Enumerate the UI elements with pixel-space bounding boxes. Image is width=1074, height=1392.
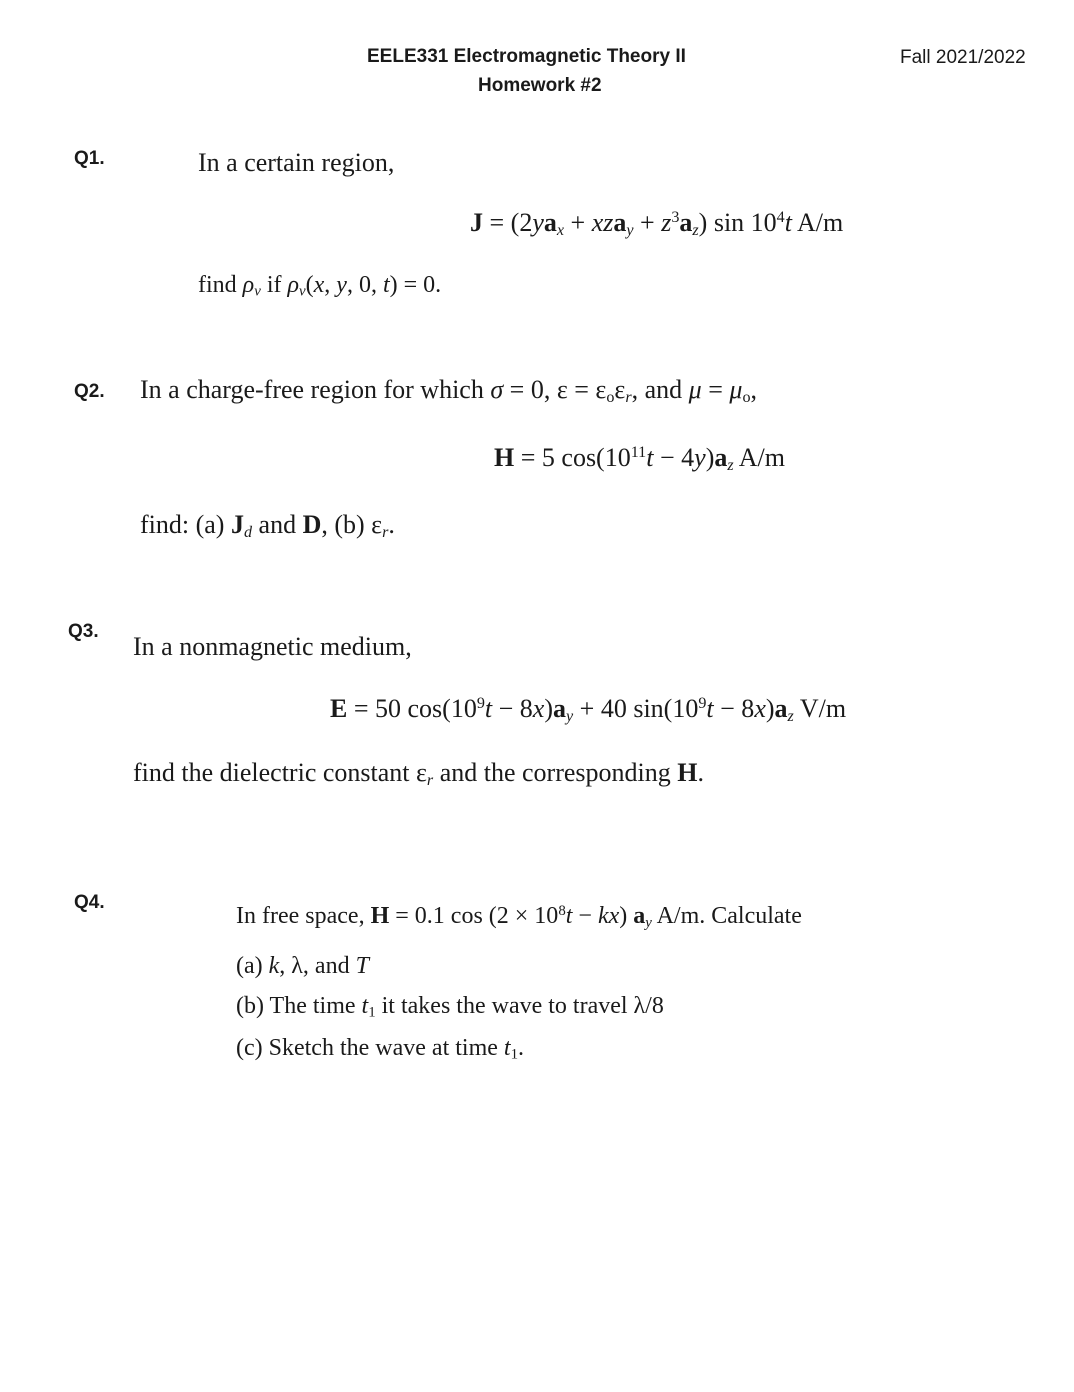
q1-intro: In a certain region, [198,148,395,177]
homework-title: Homework #2 [478,75,602,96]
q4-intro: In free space, H = 0.1 $\cos (2 \times 10^8t - kx)$ $a_y$ A/m. Calculate [236,903,802,931]
q2-intro: In a charge-free region for which σ = 0, $\varepsilon = \varepsilon_o\varepsilon_r$, and $\mu = \mu_o$, [140,375,758,407]
q1-equation: $J = (2ya_x + xza_y + z^3a_z)$ $\sin 10^4t$ A/m [470,208,844,240]
q2-label: Q2. [74,381,105,402]
q2-find: find: (a) $J_d$ and D, (b) $\varepsilon_r$. [140,510,395,542]
q3-find: find the dielectric constant $\varepsilon_r$ and the corresponding H. [133,758,704,790]
q2-equation: H = 5 $\cos(10^{11}t - 4y)a_z$ A/m [494,443,785,475]
q4-part-b: (b) The time $t_1$ it takes the wave to travel λ/8 [236,993,664,1021]
q3-intro: In a nonmagnetic medium, [133,632,412,661]
q3-equation: E = 50 $\cos(10^9t - 8x)a_y + 40$ $\sin(10^9t - 8x)a_z$ V/m [330,694,847,726]
course-title: EELE331 Electromagnetic Theory II [367,46,686,67]
q1-label: Q1. [74,148,105,169]
q3-label: Q3. [68,621,99,642]
q4-part-c: (c) Sketch the wave at time $t_1$. [236,1035,524,1063]
q4-label: Q4. [74,892,105,913]
term-label: Fall 2021/2022 [900,47,1026,68]
q4-part-a: (a) k, λ, and T [236,953,369,979]
q1-find: find $\rho_v$ if $\rho_v(x$, y, 0, t) = 0. [198,272,442,300]
